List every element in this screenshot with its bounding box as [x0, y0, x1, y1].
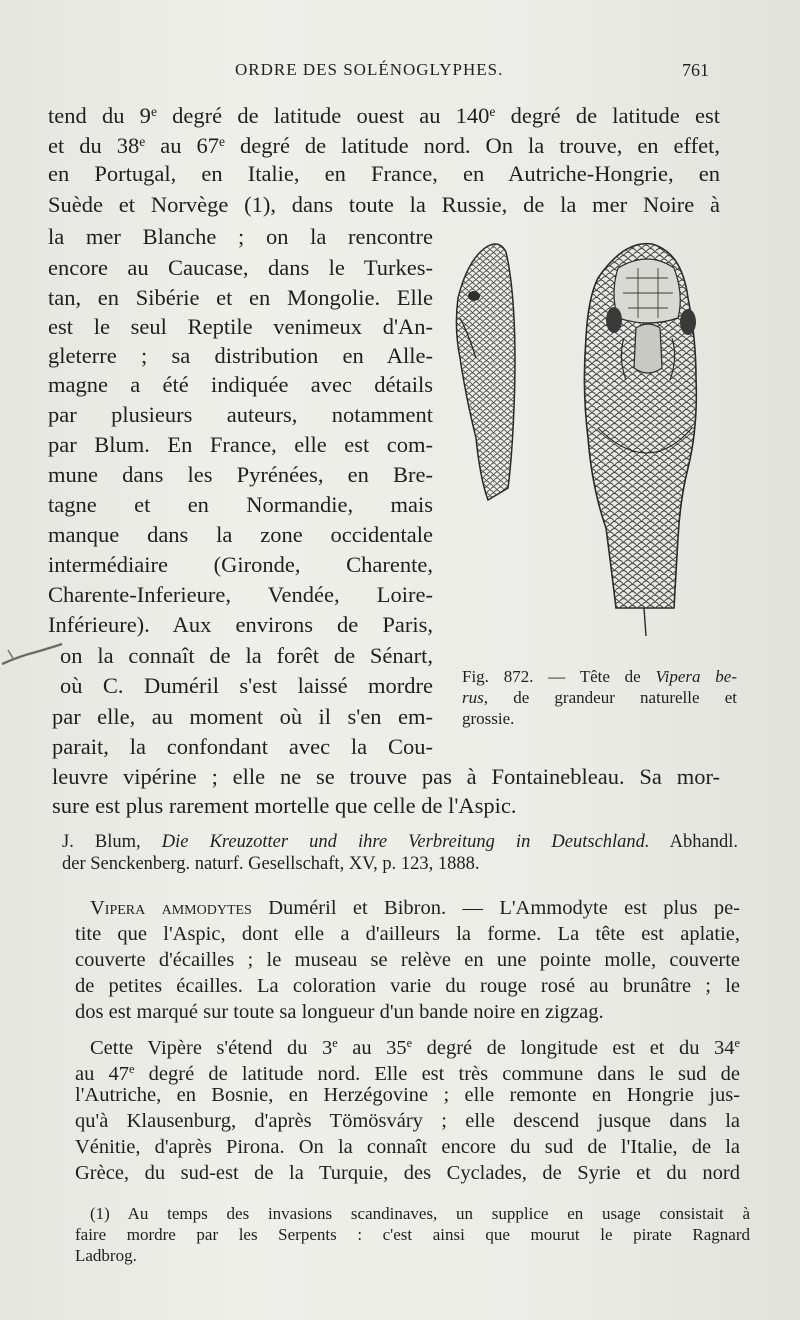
text-line: Inférieure). Aux environs de Paris, — [48, 612, 433, 637]
footnote-line: (1) Au temps des invasions scandinaves, un supplice en usage consistait à — [90, 1204, 750, 1223]
text-line: au 47e degré de latitude nord. Elle est très commune dans le sud de — [75, 1062, 740, 1085]
text-line: leuvre vipérine ; elle ne se trouve pas à Fontainebleau. Sa mor- — [52, 764, 720, 789]
text-line: parait, la confondant avec la Cou- — [52, 734, 433, 759]
text-line: tan, en Sibérie et en Mongolie. Elle — [48, 285, 433, 310]
text-line: par elle, au moment où il s'en em- — [52, 704, 433, 729]
text-line: où C. Duméril s'est laissé mordre — [60, 673, 433, 698]
caption-line: Fig. 872. — Tête de Vipera be- — [462, 667, 737, 686]
text-line: de petites écailles. La coloration varie du rouge rosé au brunâtre ; le — [75, 975, 740, 997]
text-line: couverte d'écailles ; le museau se relève en une pointe molle, couverte — [75, 949, 740, 971]
text-line: Vénitie, d'après Pirona. On la connaît encore du sud de l'Italie, de la — [75, 1136, 740, 1158]
margin-pen-mark — [0, 620, 70, 680]
text-line: qu'à Klausenburg, d'après Tömösváry ; elle descend jusque dans la — [75, 1110, 740, 1132]
text-line: Suède et Norvège (1), dans toute la Russie, de la mer Noire à — [48, 192, 720, 217]
text-line: est le seul Reptile venimeux d'An- — [48, 314, 433, 339]
text-line: Grèce, du sud-est de la Turquie, des Cyclades, de Syrie et du nord — [75, 1162, 740, 1184]
figure-caption — [462, 666, 737, 729]
text-line: Vipera ammodytes Duméril et Bibron. — L'Ammodyte est plus pe- — [90, 897, 740, 919]
reference-line: J. Blum, Die Kreuzotter und ihre Verbreitung in Deutschland. Abhandl. — [62, 832, 738, 852]
text-line: gleterre ; sa distribution en Alle- — [48, 343, 433, 368]
text-line: mune dans les Pyrénées, en Bre- — [48, 462, 433, 487]
text-line: Cette Vipère s'étend du 3e au 35e degré de longitude est et du 34e — [90, 1036, 740, 1059]
viper-head-illustration — [448, 238, 740, 670]
text-line: manque dans la zone occidentale — [48, 522, 433, 547]
text-line: et du 38e au 67e degré de latitude nord. On la trouve, en effet, — [48, 133, 720, 158]
text-line: intermédiaire (Gironde, Charente, — [48, 552, 433, 577]
top-view-head — [584, 244, 696, 636]
text-line: en Portugal, en Italie, en France, en Autriche-Hongrie, en — [48, 161, 720, 186]
text-line: Charente-Inferieure, Vendée, Loire- — [48, 582, 433, 607]
species-name: Vipera ammodytes — [90, 897, 252, 919]
text-line: tite que l'Aspic, dont elle a d'ailleurs la forme. La tête est aplatie, — [75, 923, 740, 945]
text-line: on la connaît de la forêt de Sénart, — [60, 643, 433, 668]
footnote-line: faire mordre par les Serpents : c'est ainsi que mourut le pirate Ragnard — [75, 1225, 750, 1244]
text-line: dos est marqué sur toute sa longueur d'un bande noire en zigzag. — [75, 1001, 604, 1023]
caption-line: rus, de grandeur naturelle et — [462, 688, 737, 707]
text-line: magne a été indiquée avec détails — [48, 372, 433, 397]
side-view-head — [456, 244, 515, 500]
caption-line: grossie. — [462, 709, 515, 728]
reference-line: der Senckenberg. naturf. Gesellschaft, XV, p. 123, 1888. — [62, 854, 480, 874]
text-line: encore au Caucase, dans le Turkes- — [48, 255, 433, 280]
text-line: l'Autriche, en Bosnie, en Herzégovine ; elle remonte en Hongrie jus- — [75, 1084, 740, 1106]
running-title: ORDRE DES SOLÉNOGLYPHES. — [235, 60, 504, 79]
text-line: la mer Blanche ; on la rencontre — [48, 224, 433, 249]
text-line: sure est plus rarement mortelle que celle de l'Aspic. — [52, 793, 517, 818]
footnote-line: Ladbrog. — [75, 1246, 137, 1265]
text-line: tagne et en Normandie, mais — [48, 492, 433, 517]
text-line: par Blum. En France, elle est com- — [48, 432, 433, 457]
page-number: 761 — [682, 60, 709, 80]
text-line: tend du 9e degré de latitude ouest au 140e degré de latitude est — [48, 103, 720, 128]
text-line: par plusieurs auteurs, notamment — [48, 402, 433, 427]
